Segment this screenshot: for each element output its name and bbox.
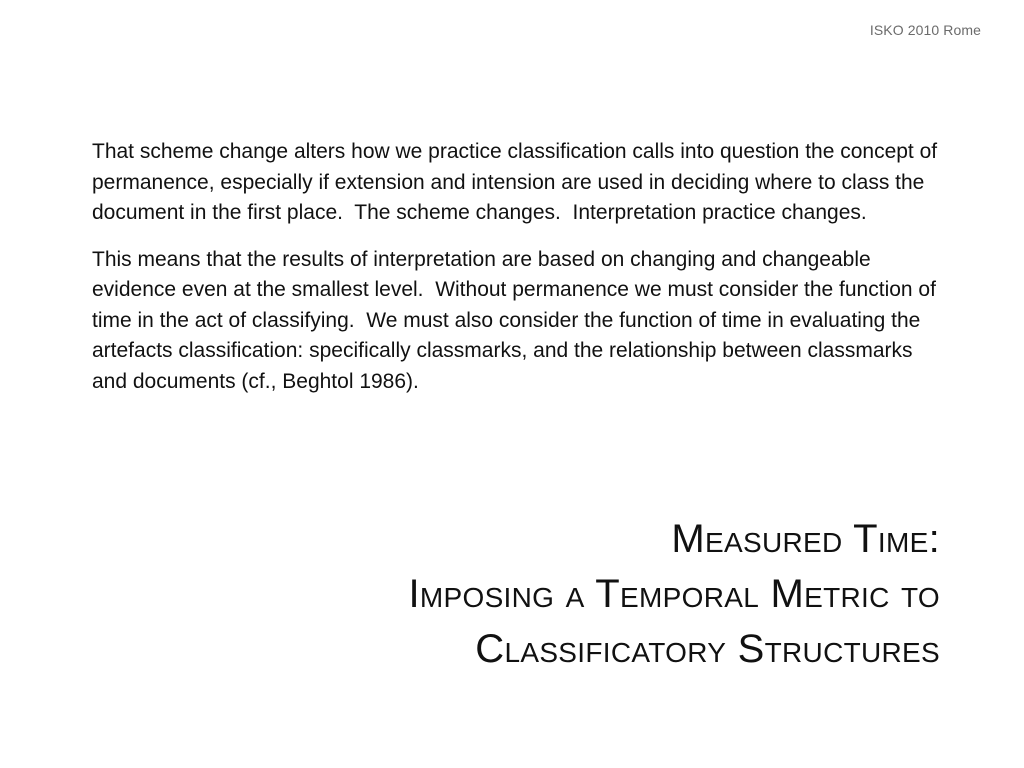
paragraph-2: This means that the results of interpretation are based on changing and changeable evidence even at the smallest level. Without permanence we must consider the function of time in the act of classifying. We must also consider the function of time in evaluating the artefacts classification: specifically classmarks, and the relationship between classmarks and documents (cf., Beghtol 1986). bbox=[92, 247, 942, 393]
title-line-1: Measured Time: bbox=[671, 517, 940, 561]
title-line-3: Classificatory Structures bbox=[475, 627, 940, 671]
title-line-2: Imposing a Temporal Metric to bbox=[408, 572, 940, 616]
conference-tag: ISKO 2010 Rome bbox=[869, 22, 981, 38]
body-text bbox=[92, 137, 942, 397]
slide-title bbox=[220, 512, 940, 677]
paragraph-1: That scheme change alters how we practice classification calls into question the concept of permanence, especially if extension and intension are used in deciding where to class the document in the first place. The scheme changes. Interpretation practice changes. bbox=[92, 140, 943, 224]
